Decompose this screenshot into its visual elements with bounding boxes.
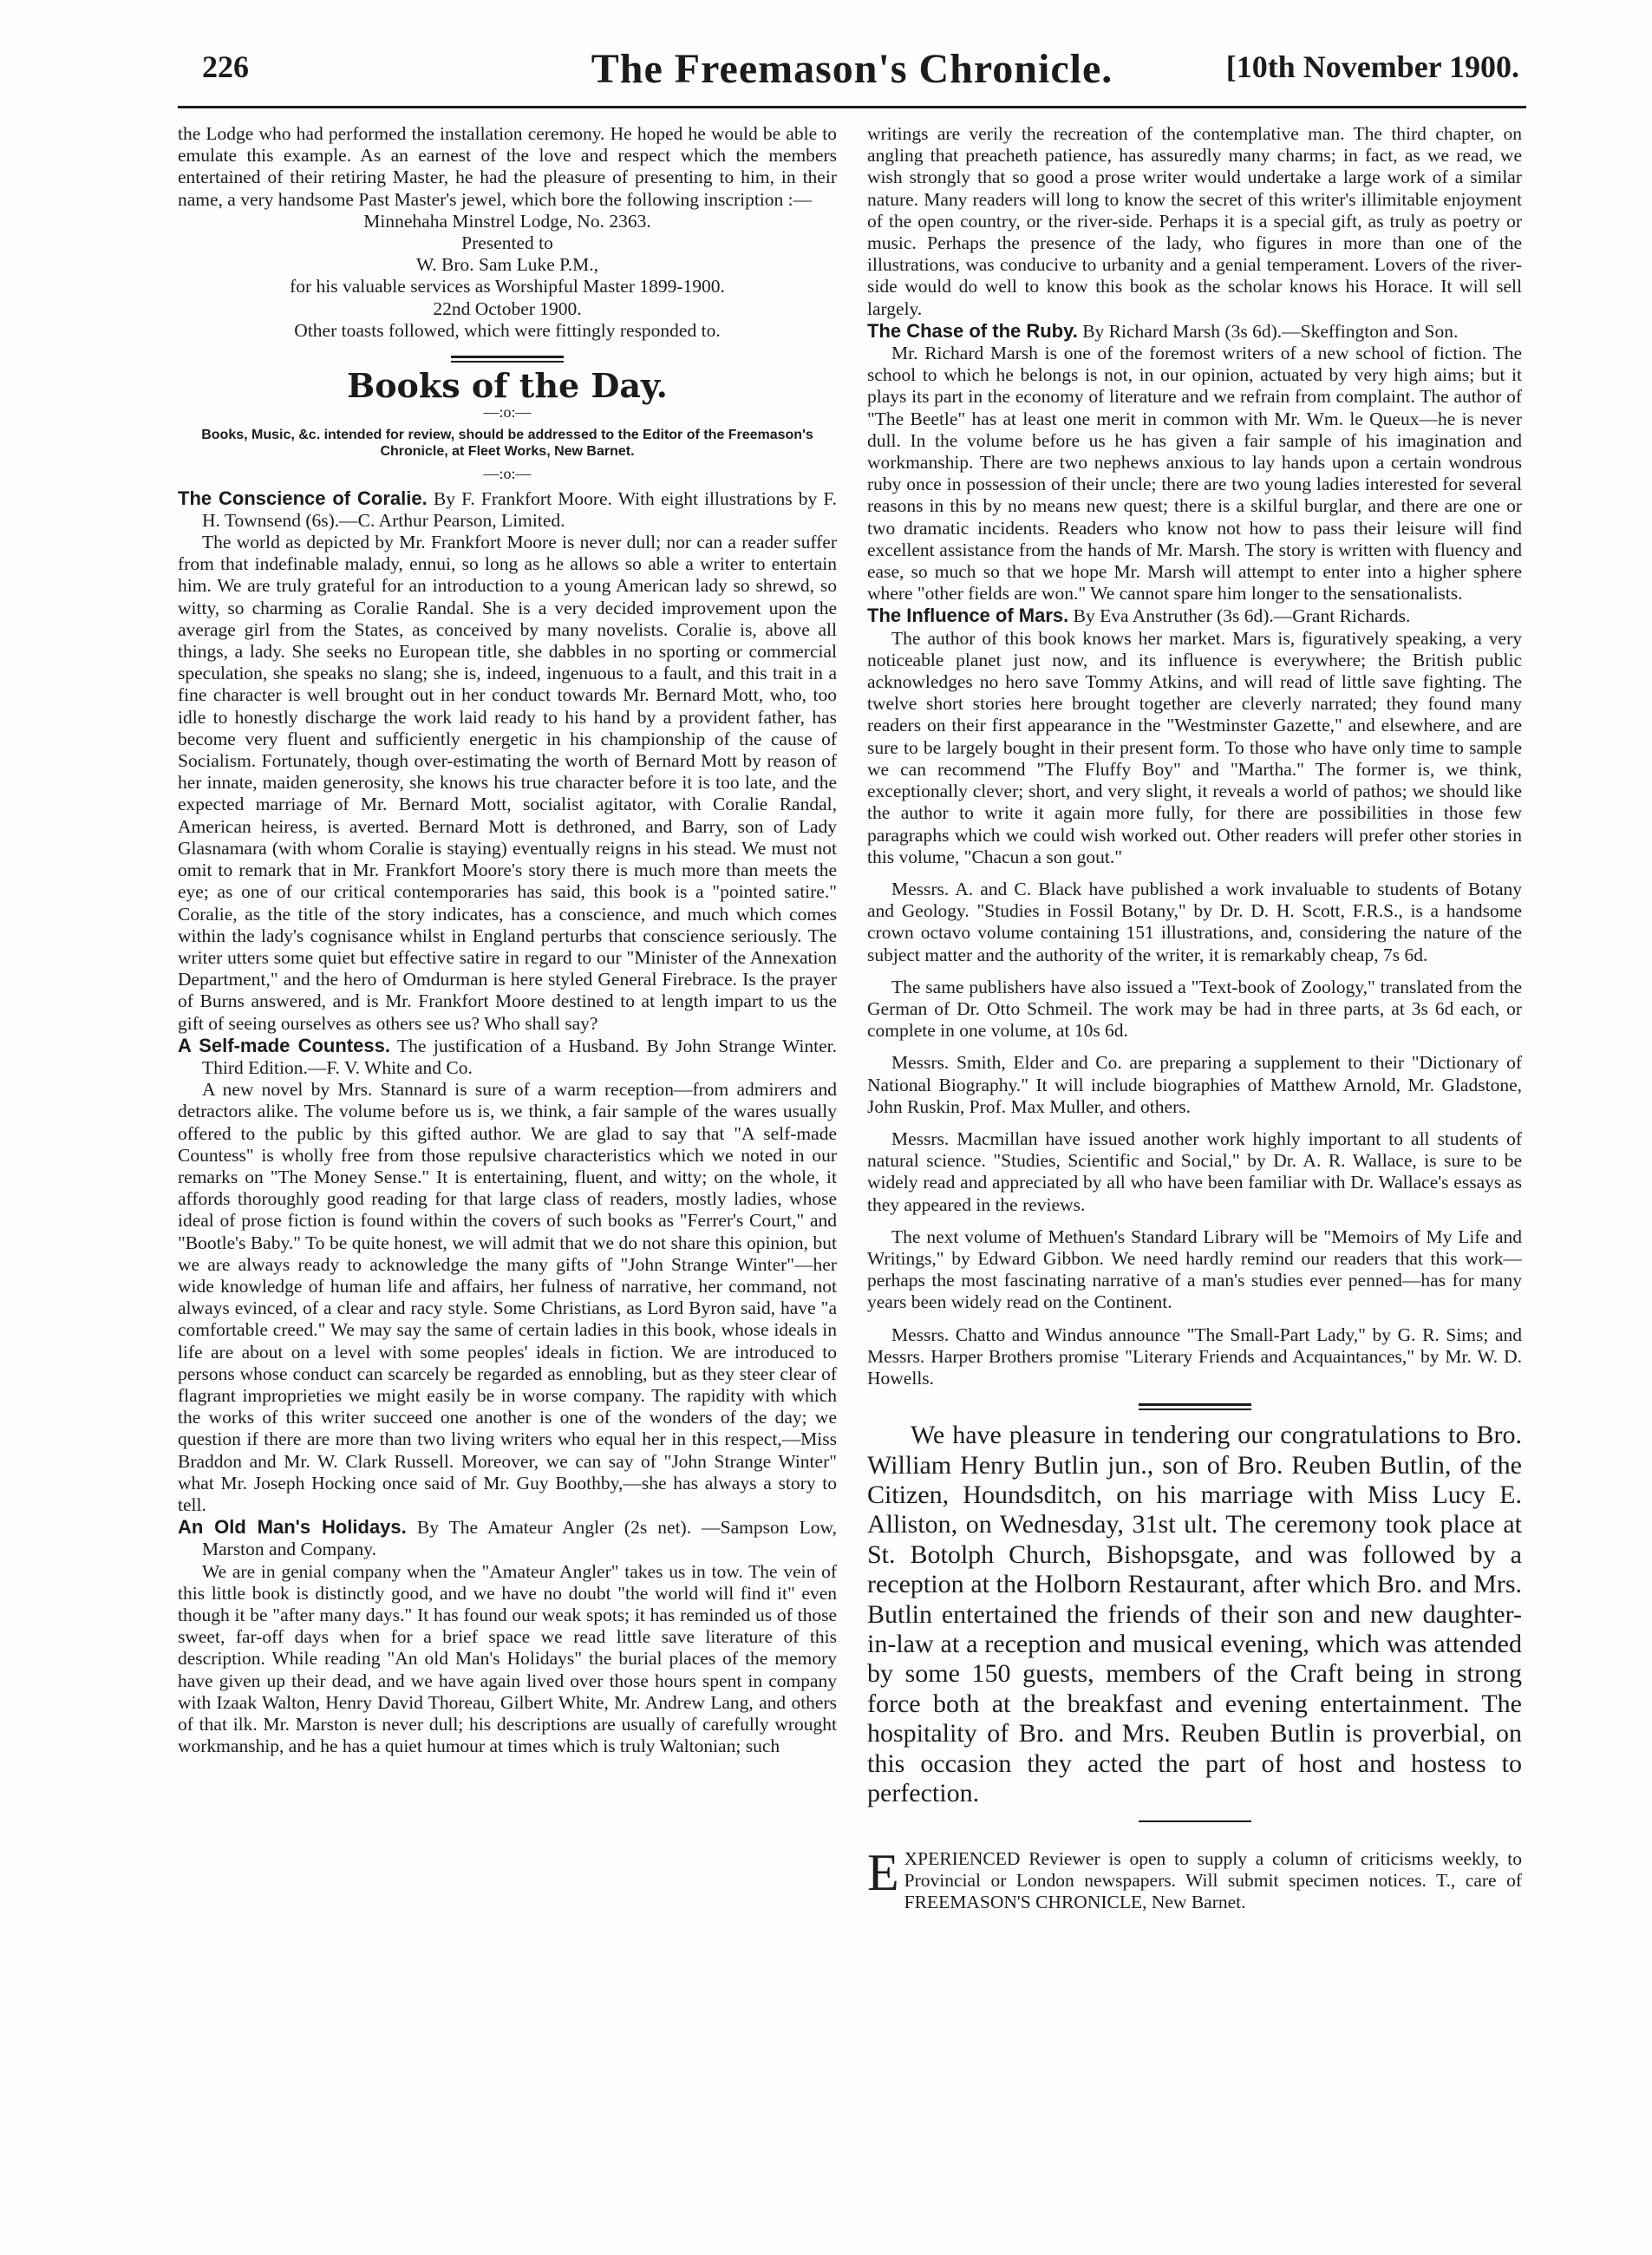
review-byline: By Richard Marsh (3s 6d).—Skeffington and Son. bbox=[1082, 320, 1459, 342]
publication-title: The Freemason's Chronicle. bbox=[591, 46, 1113, 92]
review-title: The Influence of Mars. bbox=[867, 605, 1069, 627]
review-byline: By F. Frankfort Moore. With eight illustrations by F. H. Townsend (6s).—C. Arthur Pearson, Limited. bbox=[202, 487, 838, 531]
review-heading bbox=[178, 1516, 837, 1560]
section-divider: —:o:— bbox=[483, 403, 532, 422]
inscription-line: W. Bro. Sam Luke P.M., bbox=[415, 254, 599, 276]
left-column bbox=[178, 123, 837, 1757]
right-column bbox=[867, 123, 1522, 1913]
review-heading bbox=[178, 487, 837, 532]
review-body: The world as depicted by Mr. Frankfort Moore is never dull; nor can a reader suffer from that indefinable malady, ennui, so long as he allows so able a writer to entertain him. We are truly grateful for an introduction to a young American lady so shrewd, so witty, so charming as Coralie Randal. She is a very decided improvement upon the average girl from the States, as conceived by many novelists. Coralie is, above all things, a lady. She seeks no European title, she dabbles in no sporting or commercial speculation, she speaks no slang; she is, indeed, ingenuous to a fault, and this trait in a fine character is well brought out in her conduct towards Mr. Bernard Mott, who, too idle to honestly discharge the work laid ready to his hand by a provident father, has become very fluent and sufficiently energetic in his championship of the cause of Socialism. Fortunately, though over-estimating the worth of Bernard Mott by reason of her innate, maiden generosity, she knows his true character before it is too late, and the expected marriage of Mr. Bernard Mott, socialist agitator, with Coralie Randal, American heiress, is averted. Bernard Mott is dethroned, and Barry, son of Lady Glasnamara (with whom Coralie is staying) eventually reigns in his stead. We must not omit to remark that in Mr. Frankfort Moore's story there is much more than meets the eye; as one of our critical contemporaries has said, this book is a "pointed satire." Coralie, as the title of the story indicates, has a conscience, and much which comes within the lady's cognisance whilst in England perturbs that conscience seriously. The writer utters some quiet but effective satire in regard to our "Minister of the Annexation Department," and the hero of Omdurman is here styled General Firebrace. Is the prayer of Burns answered, and is Mr. Frankfort Moore destined to at length impart to us the gift of seeing ourselves as others see us? Who shall say? bbox=[178, 532, 837, 1034]
review-body: The author of this book knows her market. Mars is, figuratively speaking, a very noticeable planet just now, and its influence is everywhere; the British public acknowledges no hero save Tommy Atkins, and will read of little save fighting. The twelve short stories here brought together are cleverly narrated; they found many readers on their first appearance in the "Westminster Gazette," and elsewhere, and are sure to be largely bought in their present form. To those who have only time to sample we can recommend "The Fluffy Boy" and "Martha." The former is, we think, exceptionally clever; short, and very slight, it reveals a world of pathos; we should like the author to write it again more fully, for there are possibilities in those few paragraphs which we could wish worked out. Other readers will prefer other stories in this volume, "Chacun a son gout." bbox=[867, 627, 1522, 867]
section-note: Books, Music, &c. intended for review, should be addressed to the Editor of the Freemason's Chronicle, at Fleet Works, New Barnet. bbox=[201, 428, 813, 460]
review-heading bbox=[178, 1035, 837, 1079]
congratulations-notice bbox=[867, 1421, 1522, 1808]
review-body: Mr. Richard Marsh is one of the foremost writers of a new school of fiction. The school to which he belongs is not, in our opinion, actuated by very high aims; but it plays its part in the economy of literature and we refrain from complaint. The author of "The Beetle" has at least one merit in common with Mr. Wm. le Queux—he is never dull. In the volume before us he has given a fair sample of his imagination and workmanship. There are two nephews anxious to lay hands upon a certain wondrous ruby once in possession of their uncle; there are two young ladies interested for several reasons in this by no means new quest; there is a skilful burglar, and there are one or two dramatic incidents. Readers who know not how to pass their leisure will find excellent assistance from the hands of Mr. Marsh. The story is written with fluency and ease, so much so that we hope Mr. Marsh will attempt to enter into a higher sphere where "other fields are won." We cannot spare him longer to the sensationalists. bbox=[867, 343, 1522, 605]
review-byline: By The Amateur Angler (2s net). —Sampson Low, Marston and Company. bbox=[202, 1517, 837, 1560]
publisher-notice: The next volume of Methuen's Standard Library will be "Memoirs of My Life and Writings," by Edward Gibbon. We need hardly remind our readers that this work—perhaps the most fascinating narrative of a man's studies ever penned—has for many years been widely read on the Continent. bbox=[867, 1226, 1522, 1313]
inscription-line: Presented to bbox=[461, 232, 553, 254]
reviewer-advertisement bbox=[867, 1844, 1522, 1913]
publisher-notice: Messrs. Macmillan have issued another work highly important to all students of natural science. "Studies, Scientific and Social," by Dr. A. R. Wallace, is sure to be widely read and appreciated by all who have been familiar with Dr. Wallace's essays as they appeared in the reviews. bbox=[867, 1128, 1522, 1215]
review-title: A Self-made Countess. bbox=[178, 1034, 390, 1056]
review-title: The Conscience of Coralie. bbox=[178, 487, 428, 509]
publisher-notice: The same publishers have also issued a "Text-book of Zoology," translated from the German of Dr. Otto Schmeil. The work may be had in three parts, at 3s 6d each, or complete in one volume, at 10s 6d. bbox=[867, 976, 1522, 1042]
inscription-line: 22nd October 1900. bbox=[433, 297, 582, 319]
publisher-notice: Messrs. A. and C. Black have published a work invaluable to students of Botany and Geology. "Studies in Fossil Botany," by Dr. D. H. Scott, F.R.S., is a handsome crown octavo volume containing 151 illustrations, and, considering the nature of the subject matter and the authority of the writer, it is remarkably cheap, 7s 6d. bbox=[867, 878, 1522, 965]
inscription-line: Minnehaha Minstrel Lodge, No. 2363. bbox=[363, 210, 651, 232]
review-body: We are in genial company when the "Amateur Angler" takes us in tow. The vein of this little book is distinctly good, and we have no doubt "the world will find it" even though it be "after many days." It has found our weak spots; it has reminded us of those sweet, far-off days when for a brief space we read little save literature of this description. While reading "An old Man's Holidays" the burial places of the memory have given up their dead, and we have again lived over those hours spent in company with Izaak Walton, Henry David Thoreau, Gilbert White, Mr. Andrew Lang, and others of that ilk. Mr. Marston is never dull; his descriptions are usually of carefully wrought workmanship, and he has a quiet humour at times which is truly Waltonian; such bbox=[178, 1560, 837, 1757]
page-number: 226 bbox=[202, 49, 249, 84]
section-rule bbox=[451, 356, 564, 363]
publisher-notice: Messrs. Chatto and Windus announce "The Small-Part Lady," by G. R. Sims; and Messrs. Harper Brothers promise "Literary Friends and Acquaintances," by Mr. W. D. Howells. bbox=[867, 1324, 1522, 1389]
section-divider: —:o:— bbox=[483, 465, 532, 483]
section-title: Books of the Day. bbox=[347, 366, 668, 406]
divider-rule bbox=[1139, 1820, 1251, 1822]
toasts-line: Other toasts followed, which were fittingly responded to. bbox=[294, 319, 721, 341]
review-body: A new novel by Mrs. Stannard is sure of a warm reception—from admirers and detractors alike. The volume before us is, we think, a fair sample of the wares usually offered to the public by this gifted author. We are glad to say that "A self-made Countess" is wholly free from those repulsive characteristics which we noted in our remarks on "The Money Sense." It is entertaining, fluent, and witty; on the whole, it affords thoroughly good reading for that large class of readers, mostly ladies, whose ideal of prose fiction is found within the covers of such books as "Ferrer's Court," and "Bootle's Baby." To be quite honest, we will admit that we do not share this opinion, but we are always ready to acknowledge the many gifts of "John Strange Winter"—her wide knowledge of human life and affairs, her fulness of narrative, her command, not always evinced, of a clear and racy style. Some Christians, as Lord Byron said, have "a comfortable creed." We may say the same of certain ladies in this book, whose ideals in life are about on a level with some peoples' ideals in fiction. We are introduced to persons whose conduct can scarcely be regarded as ennobling, but as they steer clear of flagrant improprieties we might easily be in worse company. The rapidity with which the works of this writer succeed one another is one of the wonders of the day; we question if there are more than two living writers who equal her in this respect,—Miss Braddon and Mr. W. Clark Russell. Moreover, we can say of "John Strange Winter" what Mr. Joseph Hocking once said of Mr. Guy Boothby,—she has always a story to tell. bbox=[178, 1079, 837, 1515]
review-title: The Chase of the Ruby. bbox=[867, 319, 1078, 342]
advert-text: XPERIENCED Reviewer is open to supply a column of criticisms weekly, to Provincial or London newspapers. Will submit specimen notices. T., care of FREEMASON'S CHRONICLE, New Barnet. bbox=[904, 1848, 1522, 1913]
review-byline: By Eva Anstruther (3s 6d).—Grant Richards. bbox=[1073, 605, 1411, 627]
review-heading bbox=[867, 320, 1522, 343]
publisher-notice: Messrs. Smith, Elder and Co. are preparing a supplement to their "Dictionary of National Biography." It will include biographies of Matthew Arnold, Mr. Gladstone, John Ruskin, Prof. Max Muller, and others. bbox=[867, 1052, 1522, 1117]
advert-dropcap: E bbox=[867, 1844, 899, 1902]
review-heading bbox=[867, 605, 1522, 627]
masthead bbox=[178, 45, 1526, 108]
inscription-line: for his valuable services as Worshipful Master 1899-1900. bbox=[290, 276, 725, 297]
section-rule bbox=[1139, 1403, 1251, 1410]
issue-date: [10th November 1900. bbox=[1225, 49, 1519, 84]
review-continuation: writings are verily the recreation of the contemplative man. The third chapter, on angling that preacheth patience, has assuredly many charms; in fact, as we read, we wish strongly that so good a prose writer would undertake a large work of a similar nature. Many readers will long to know the secret of this writer's illimitable enjoyment of the open country, or the river-side. Perhaps it is a special gift, as truly as poetry or music. Perhaps the presence of the lady, who figures in more than one of the illustrations, was conducive to urbanity and a genial temperament. Lovers of the river-side would do well to know this book as the scholar knows his Horace. It will sell largely. bbox=[867, 123, 1522, 319]
review-title: An Old Man's Holidays. bbox=[178, 1516, 407, 1539]
installation-paragraph: the Lodge who had performed the installation ceremony. He hoped he would be able to emulate this example. As an earnest of the love and respect which the members entertained of their retiring Master, he had the pleasure of presenting to him, in their name, a very handsome Past Master's jewel, which bore the following inscription :— bbox=[178, 123, 837, 210]
review-byline: The justification of a Husband. By John Strange Winter. Third Edition.—F. V. White and Co. bbox=[202, 1035, 837, 1078]
congratulations-text: We have pleasure in tendering our congratulations to Bro. William Henry Butlin jun., son of Bro. Reuben Butlin, of the Citizen, Houndsditch, on his marriage with Miss Lucy E. Alliston, on Wednesday, 31st ult. The ceremony took place at St. Botolph Church, Bishopsgate, and was followed by a reception at the Holborn Restaurant, after which Bro. and Mrs. Butlin entertained the friends of their son and new daughter-in-law at a reception and musical evening, which was attended by some 150 guests, members of the Craft being in strong force both at the breakfast and evening entertainment. The hospitality of Bro. and Mrs. Reuben Butlin is proverbial, on this occasion they acted the part of host and hostess to perfection. bbox=[867, 1421, 1522, 1808]
